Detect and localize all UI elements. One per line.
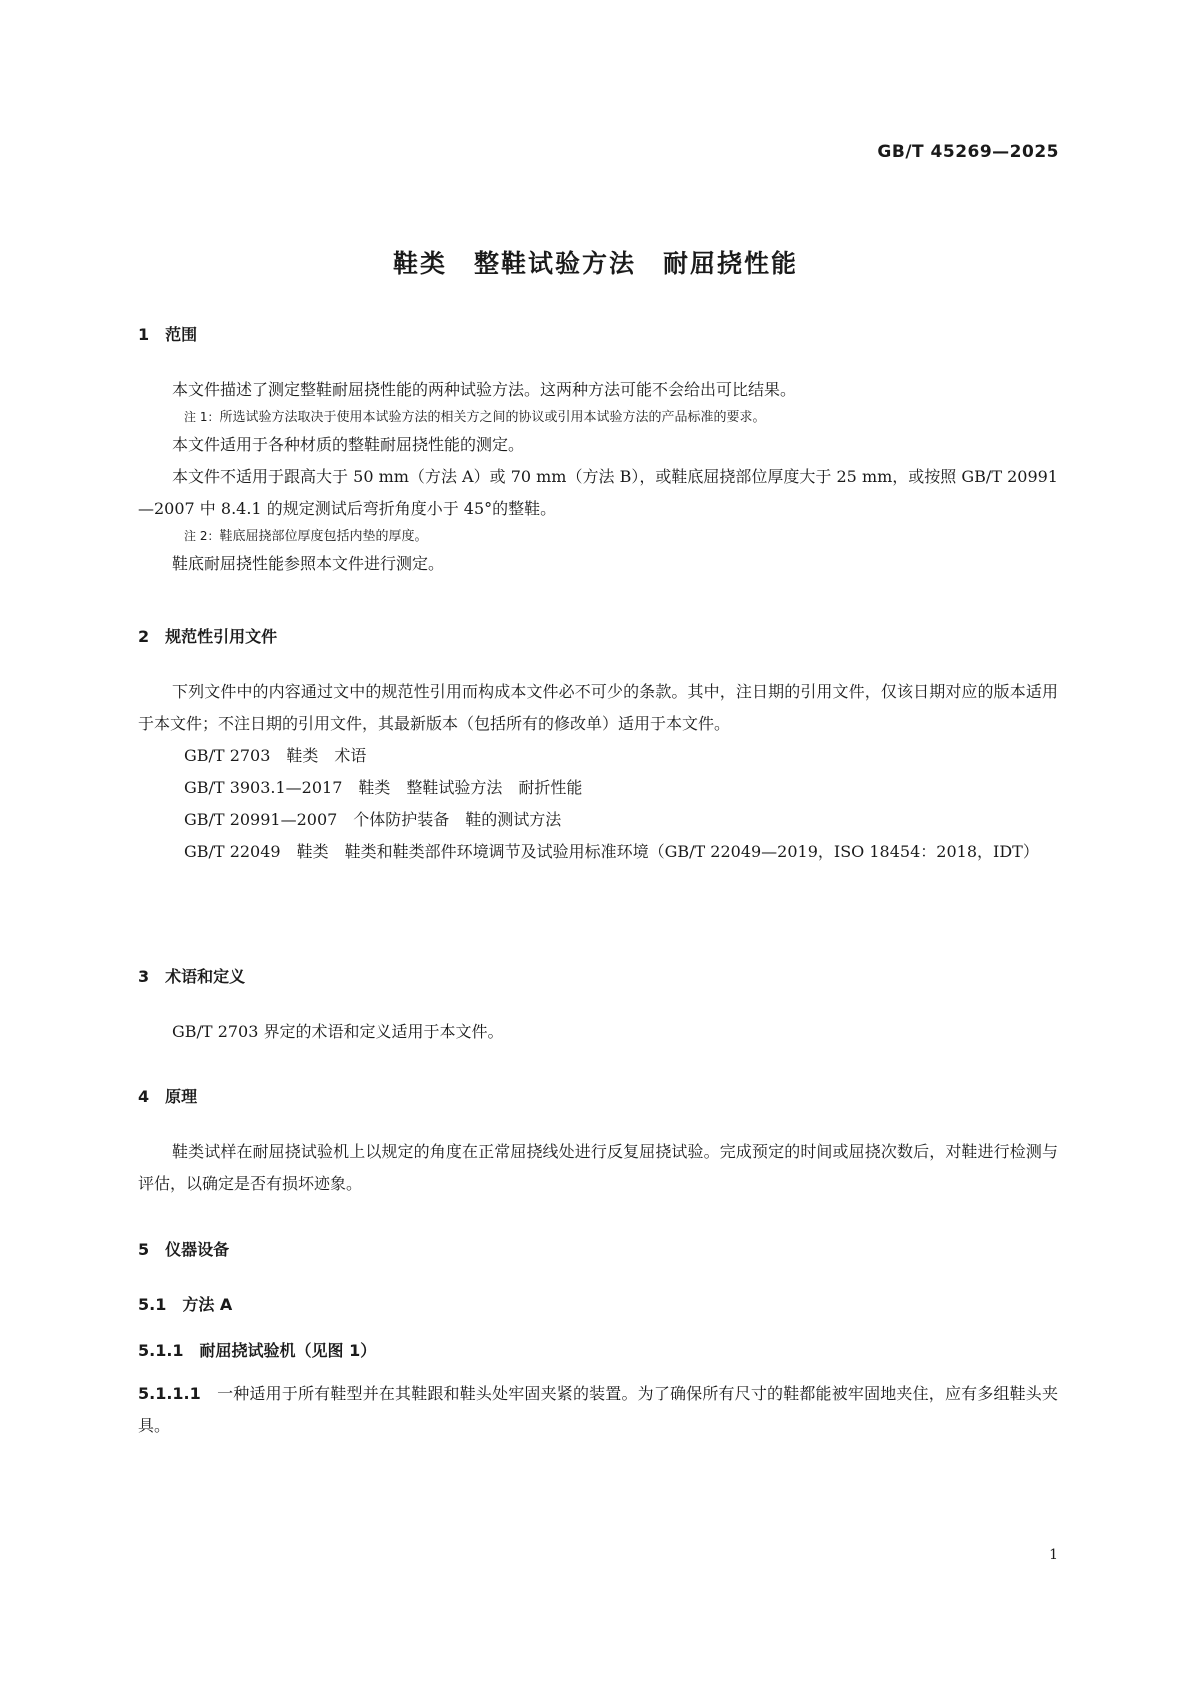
paragraph: 本文件描述了测定整鞋耐屈挠性能的两种试验方法。这两种方法可能不会给出可比结果。 [172, 380, 797, 399]
clause-5-1-1-1 [138, 1378, 1058, 1442]
paragraph [138, 1378, 1058, 1442]
subsection-heading-flexing-machine: 5.1.1 耐屈挠试验机（见图 1） [138, 1341, 377, 1360]
paragraph: 本文件适用于各种材质的整鞋耐屈挠性能的测定。 [172, 435, 525, 454]
note-text: 所选试验方法取决于使用本试验方法的相关方之间的协议或引用本试验方法的产品标准的要求。 [219, 410, 766, 425]
note-text: 鞋底屈挠部位厚度包括内垫的厚度。 [219, 529, 428, 544]
paragraph: 本文件不适用于跟高大于 50 mm（方法 A）或 70 mm（方法 B），或鞋底屈挠部位厚度大于 25 mm，或按照 GB/T 20991—2007 中 8.4.1 的规定测试后弯折角度小于 45°的整鞋。 [138, 467, 1058, 518]
reference-item: GB/T 2703 鞋类 术语 [184, 746, 367, 765]
reference-item: GB/T 3903.1—2017 鞋类 整鞋试验方法 耐折性能 [184, 778, 583, 797]
principle-body [138, 1136, 1058, 1200]
note [138, 406, 1058, 429]
note [138, 525, 1058, 548]
terms-body [138, 1016, 1058, 1048]
clause-text: 一种适用于所有鞋型并在其鞋跟和鞋头处牢固夹紧的装置。为了确保所有尺寸的鞋都能被牢固地夹住，应有多组鞋头夹具。 [138, 1384, 1058, 1435]
document-title: 鞋类 整鞋试验方法 耐屈挠性能 [392, 249, 798, 278]
page-number: 1 [1049, 1547, 1058, 1563]
paragraph: 鞋类试样在耐屈挠试验机上以规定的角度在正常屈挠线处进行反复屈挠试验。完成预定的时间或屈挠次数后，对鞋进行检测与评估，以确定是否有损坏迹象。 [138, 1142, 1058, 1193]
standard-code: GB/T 45269—2025 [877, 142, 1059, 162]
normative-references-body [138, 676, 1058, 868]
section-heading-terms: 3 术语和定义 [138, 967, 246, 986]
reference-item: GB/T 22049 鞋类 鞋类和鞋类部件环境调节及试验用标准环境（GB/T 22049—2019，ISO 18454：2018，IDT） [184, 842, 1039, 861]
paragraph: 下列文件中的内容通过文中的规范性引用而构成本文件必不可少的条款。其中，注日期的引用文件，仅该日期对应的版本适用于本文件；不注日期的引用文件，其最新版本（包括所有的修改单）适用于本文件。 [138, 682, 1058, 733]
section-heading-scope: 1 范围 [138, 325, 198, 344]
section-heading-normative-references: 2 规范性引用文件 [138, 627, 278, 646]
clause-number: 5.1.1.1 [138, 1384, 201, 1403]
note-label: 注 1： [184, 410, 220, 424]
scope-body [138, 374, 1058, 580]
reference-item: GB/T 20991—2007 个体防护装备 鞋的测试方法 [184, 810, 562, 829]
section-heading-principle: 4 原理 [138, 1087, 198, 1106]
note-label: 注 2： [184, 529, 220, 543]
paragraph: 鞋底耐屈挠性能参照本文件进行测定。 [172, 554, 445, 573]
subsection-heading-method-a: 5.1 方法 A [138, 1295, 233, 1314]
section-heading-apparatus: 5 仪器设备 [138, 1240, 230, 1259]
paragraph: GB/T 2703 界定的术语和定义适用于本文件。 [172, 1022, 504, 1041]
